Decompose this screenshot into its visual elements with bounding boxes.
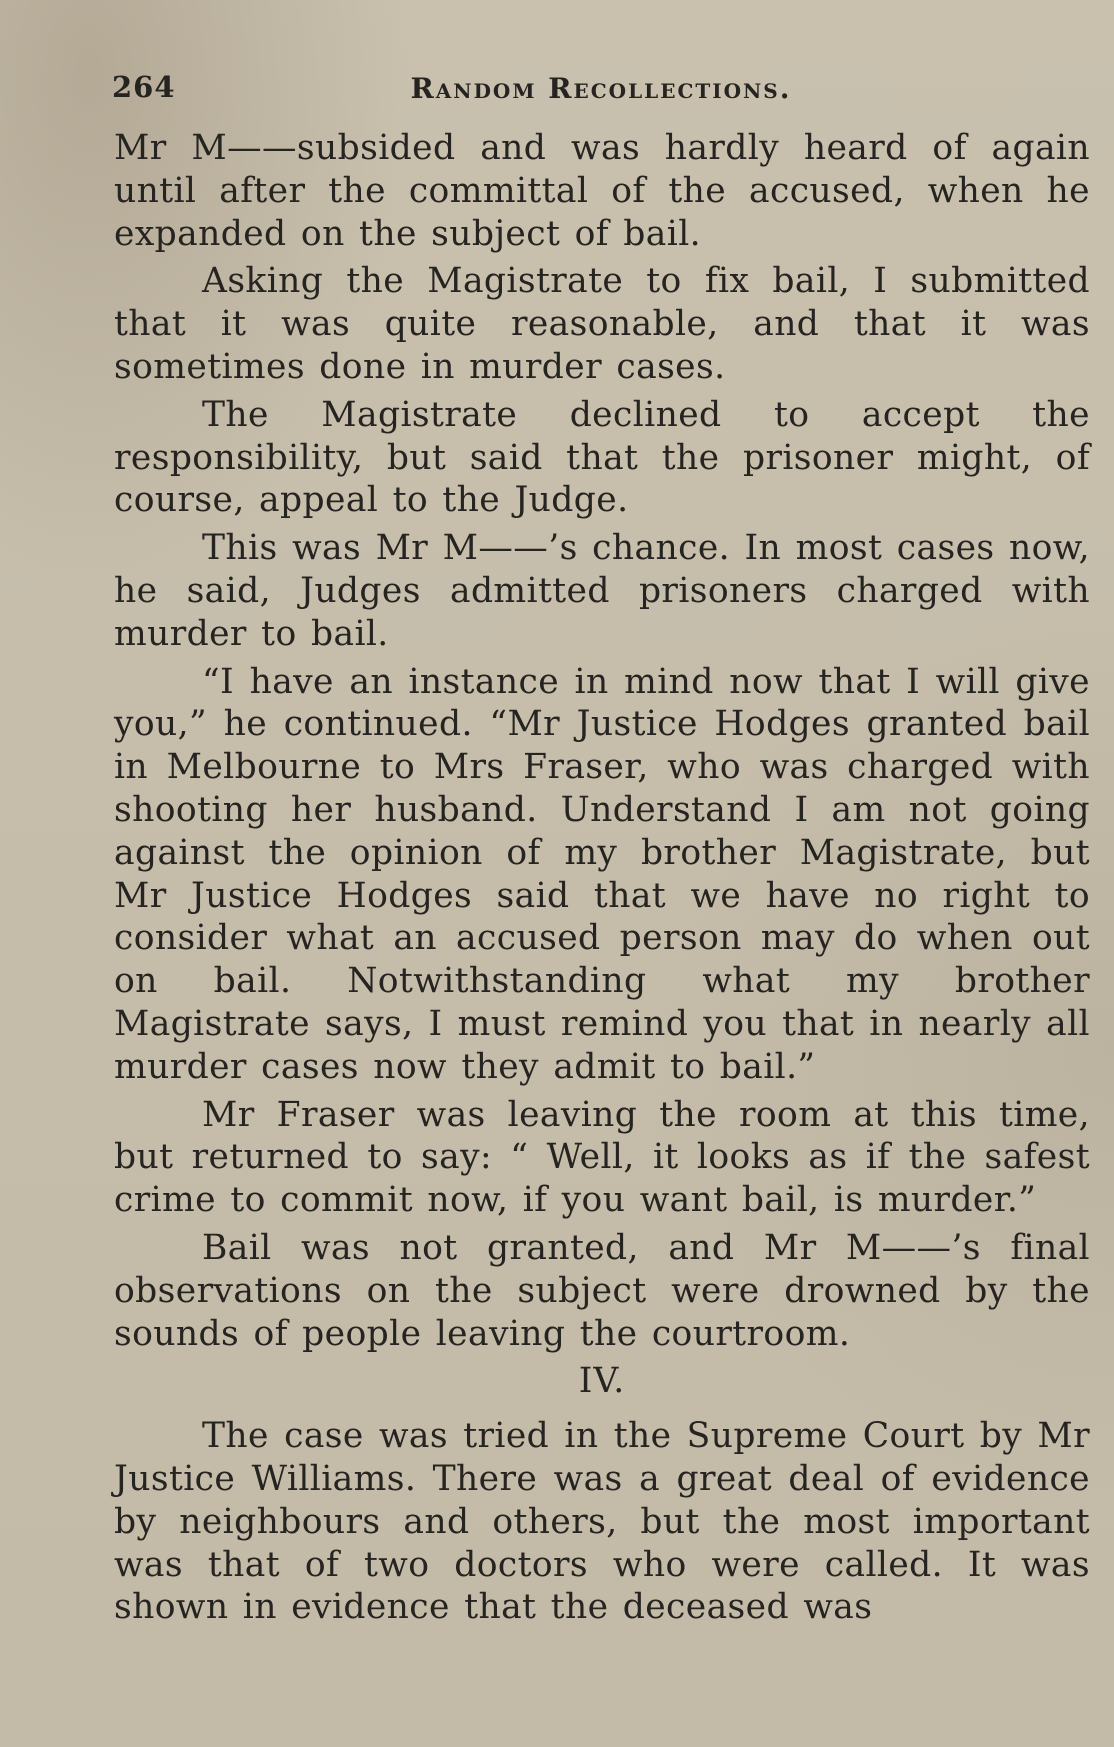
section-heading: IV. bbox=[578, 1361, 626, 1402]
body-text bbox=[114, 127, 1090, 1629]
paragraph: The case was tried in the Supreme Court by Mr Justice Williams. There was a great deal of evidence by neighbours and others, but the most important was that of two doctors who were called. It was shown in evidence that the deceased was bbox=[114, 1416, 1090, 1628]
page-header bbox=[112, 70, 1090, 110]
paragraph: Asking the Magistrate to fix bail, I submitted that it was quite reasonable, and that it was sometimes done in murder cases. bbox=[114, 261, 1090, 387]
paragraph: The Magistrate declined to accept the responsibility, but said that the prisoner might, of course, appeal to the Judge. bbox=[114, 394, 1090, 521]
paragraph: Bail was not granted, and Mr M——’s final observations on the subject were drowned by the sounds of people leaving the courtroom. bbox=[114, 1227, 1090, 1354]
paragraph: This was Mr M——’s chance. In most cases now, he said, Judges admitted prisoners charged with murder to bail. bbox=[114, 528, 1090, 654]
page-number: 264 bbox=[112, 70, 176, 104]
running-title: Random Recollections. bbox=[410, 72, 792, 105]
paragraph: Mr M——subsided and was hardly heard of again until after the committal of the accused, when he expanded on the subject of bail. bbox=[114, 128, 1090, 254]
paragraph: “I have an instance in mind now that I will give you,” he continued. “Mr Justice Hodges granted bail in Melbourne to Mrs Fraser, who was charged with shooting her husband. Understand I am not going against the opinion of my brother Magistrate, but Mr Justice Hodges said that we have no right to consider what an accused person may do when out on bail. Notwithstanding what my brother Magistrate says, I must remind you that in nearly all murder cases now they admit to bail.” bbox=[114, 661, 1090, 1087]
paragraph: Mr Fraser was leaving the room at this time, but returned to say: “ Well, it looks as if the safest crime to commit now, if you want bail, is murder.” bbox=[114, 1094, 1090, 1221]
